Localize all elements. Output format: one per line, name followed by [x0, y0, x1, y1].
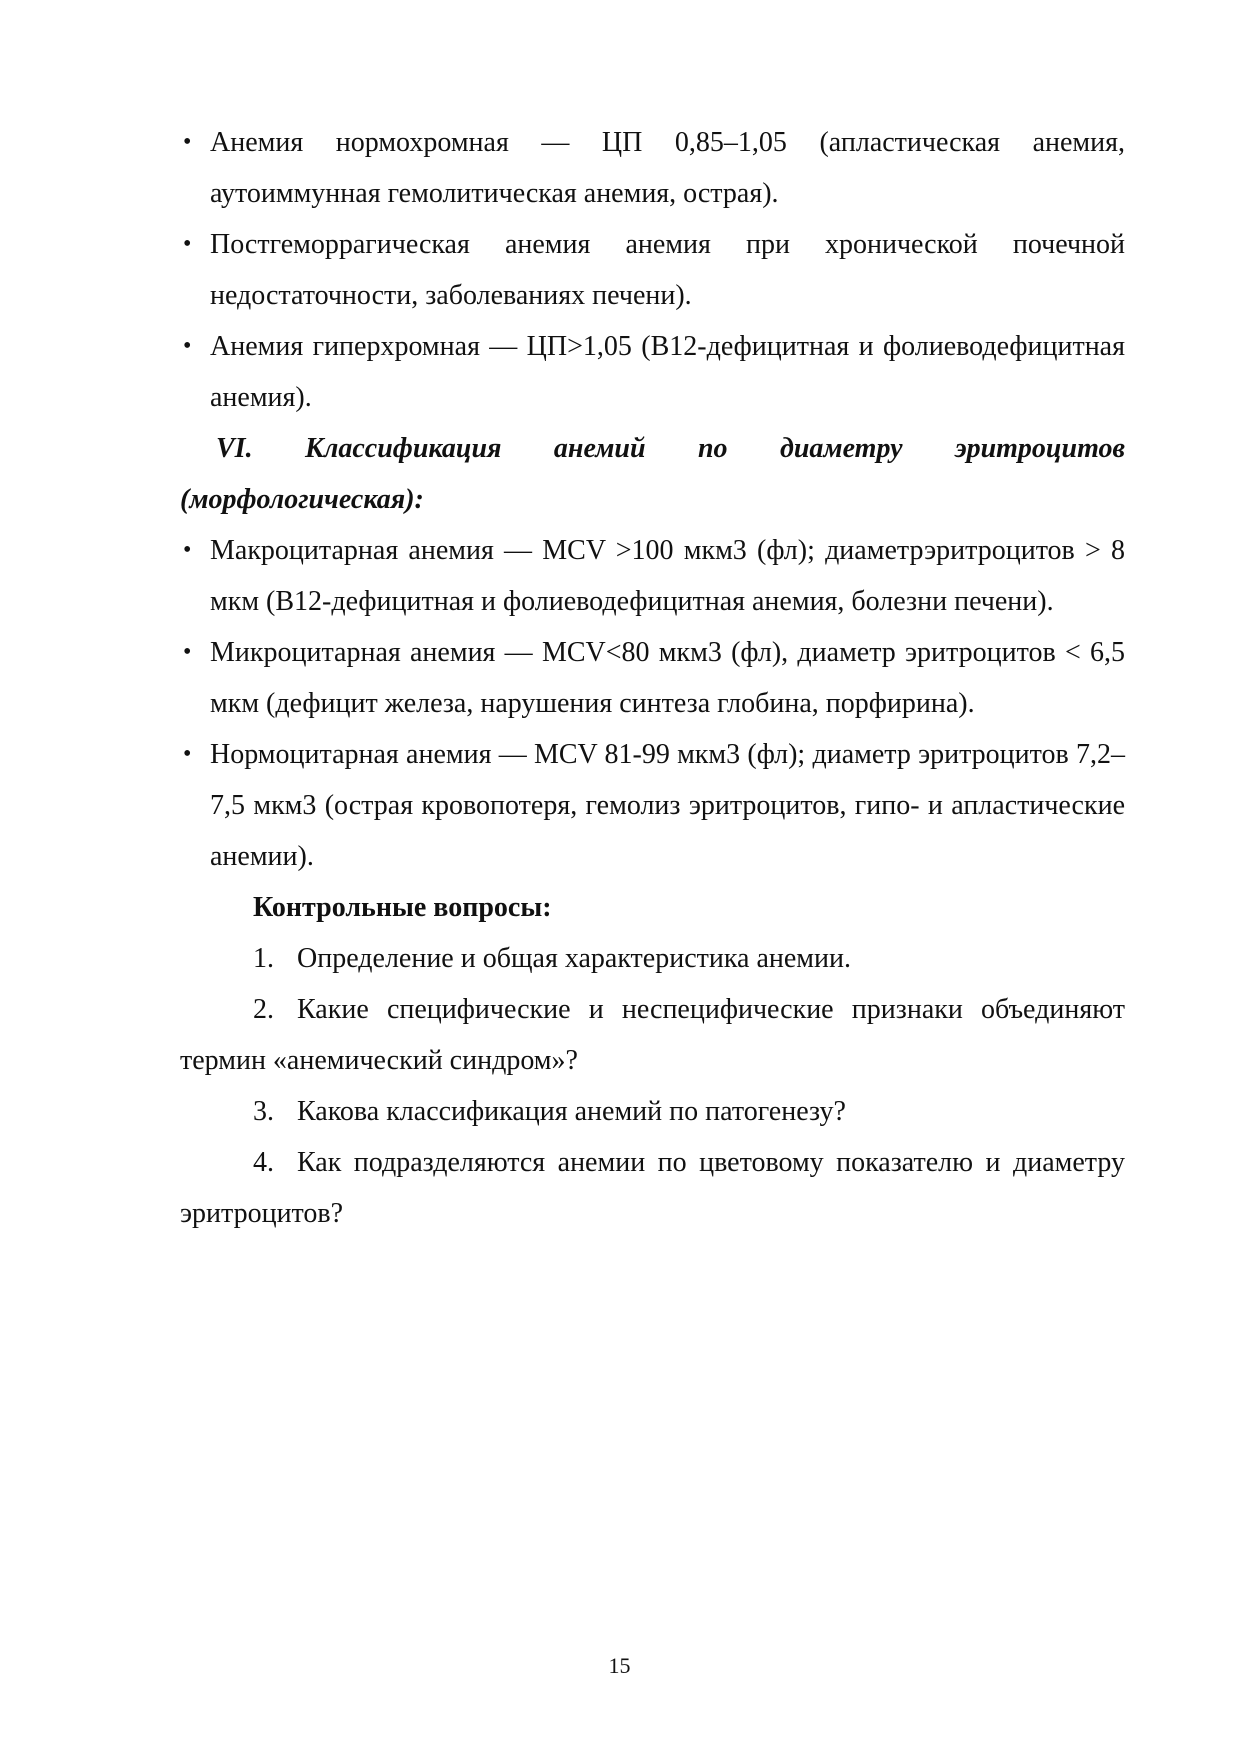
question-item: [180, 933, 1125, 984]
question-text: Какие специфические и неспецифические признаки объединяют термин «анемический синдром»?: [180, 994, 1125, 1076]
question-item: [180, 984, 1125, 1086]
list-item-text: Анемия гиперхромная — ЦП>1,05 (В12-дефицитная и фолиеводефицитная анемия).: [210, 331, 1125, 413]
question-text: Какова классификация анемий по патогенезу?: [297, 1096, 846, 1127]
list-item-text: Анемия нормохромная — ЦП 0,85–1,05 (апластическая анемия, аутоиммунная гемолитическая анемия, острая).: [210, 127, 1125, 209]
list-item: [180, 729, 1125, 882]
question-text: Как подразделяются анемии по цветовому показателю и диаметру эритроцитов?: [180, 1147, 1125, 1229]
question-item: [180, 1137, 1125, 1239]
question-number: 1.: [253, 943, 274, 974]
question-number: 3.: [253, 1096, 274, 1127]
questions-heading: Контрольные вопросы:: [253, 892, 552, 923]
list-item-text: Макроцитарная анемия — MCV >100 мкм3 (фл); диаметрэритроцитов > 8 мкм (В12-дефицитная и фолиеводефицитная анемия, болезни печени).: [210, 535, 1125, 617]
list-item: [180, 525, 1125, 627]
bullet-icon: •: [183, 333, 192, 359]
question-item: [180, 1086, 1125, 1137]
question-text: Определение и общая характеристика анемии.: [297, 943, 851, 974]
bullet-icon: •: [183, 639, 192, 665]
colour-index-list: [180, 117, 1125, 423]
diameter-list: [180, 525, 1125, 882]
list-item-text: Постгеморрагическая анемия анемия при хронической почечной недостаточности, заболеваниях печени).: [210, 229, 1125, 311]
question-number: 4.: [253, 1147, 274, 1178]
bullet-icon: •: [183, 741, 192, 767]
question-number: 2.: [253, 994, 274, 1025]
list-item-text: Микроцитарная анемия — MCV<80 мкм3 (фл), диаметр эритроцитов < 6,5 мкм (дефицит железа, нарушения синтеза глобина, порфирина).: [210, 637, 1125, 719]
list-item: [180, 321, 1125, 423]
bullet-icon: •: [183, 129, 192, 155]
bullet-icon: •: [183, 231, 192, 257]
section-title: VI. Классификация анемий по диаметру эритроцитов (морфологическая):: [180, 433, 1125, 515]
list-item: [180, 219, 1125, 321]
list-item-text: Нормоцитарная анемия — MCV 81-99 мкм3 (фл); диаметр эритроцитов 7,2–7,5 мкм3 (острая кровопотеря, гемолиз эритроцитов, гипо- и апластические анемии).: [210, 739, 1125, 872]
list-item: [180, 627, 1125, 729]
list-item: [180, 117, 1125, 219]
bullet-icon: •: [183, 537, 192, 563]
page-number: 15: [608, 1653, 631, 1678]
page-content: [180, 117, 1125, 1239]
